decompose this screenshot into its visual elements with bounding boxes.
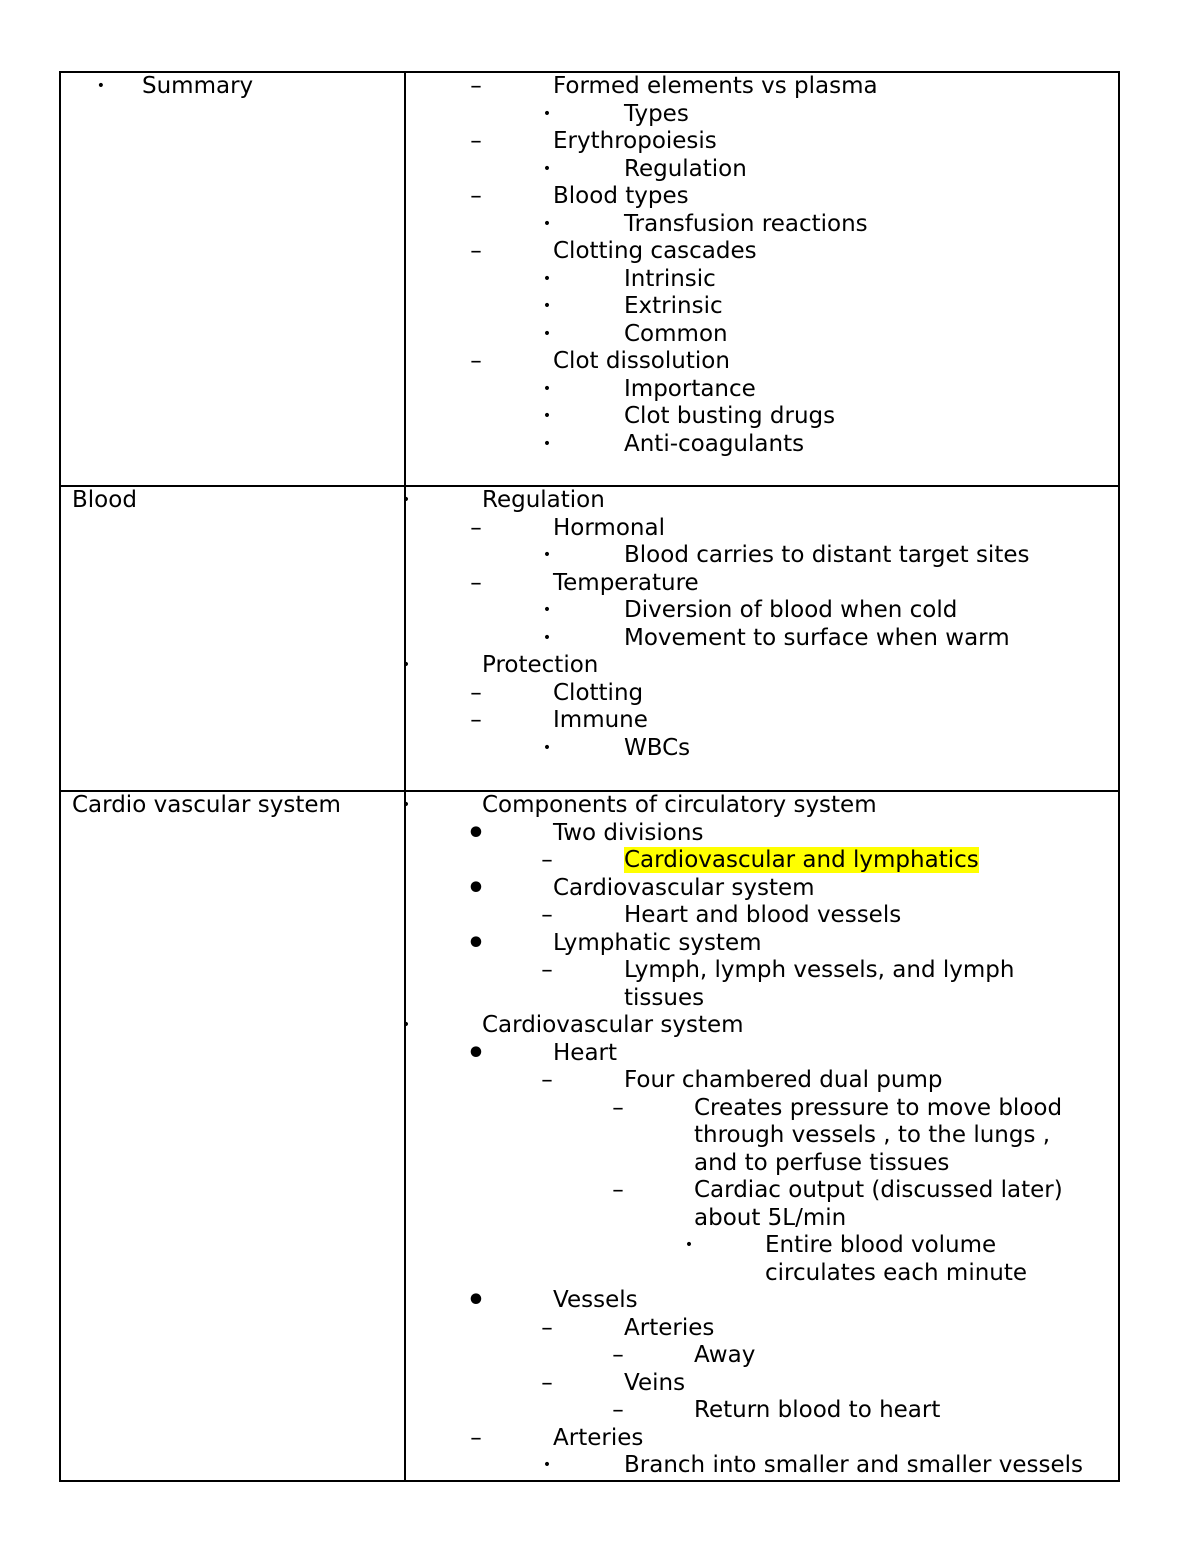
dash-icon: – (612, 1397, 624, 1423)
list-item (406, 707, 1118, 735)
bullet-icon: • (466, 925, 486, 961)
list-item (406, 183, 1118, 211)
list-item-text: Away (694, 1342, 756, 1368)
bullet-icon: • (466, 870, 486, 906)
list-item (406, 1342, 1118, 1370)
list-item (406, 73, 1118, 101)
topic-label: Blood (72, 487, 137, 513)
list-item (406, 902, 1118, 930)
list-item (406, 238, 1118, 266)
topic-cell (60, 791, 405, 1481)
dash-icon: – (541, 902, 553, 928)
list-item (406, 625, 1118, 653)
list-item-continuation (406, 985, 1118, 1013)
list-item-text: Anti-coagulants (624, 430, 805, 457)
list-item-text: circulates each minute (765, 1259, 1028, 1286)
bullet-icon: • (542, 547, 552, 563)
list-item (406, 266, 1118, 294)
list-item-text: Clot busting drugs (624, 403, 836, 429)
content-cell (401, 486, 1119, 791)
list-item (406, 1370, 1118, 1398)
list-item (406, 1035, 1118, 1071)
list-item-text: Formed elements vs plasma (553, 73, 878, 99)
list-item (406, 680, 1118, 708)
list-item (406, 1095, 1118, 1123)
list-item-text: Protection (482, 652, 599, 678)
list-item (406, 735, 1118, 763)
bullet-icon: • (542, 739, 552, 756)
list-item-text: Blood types (553, 183, 689, 209)
list-item (406, 431, 1118, 459)
list-item-text: Cardiac output (discussed later) (694, 1177, 1063, 1203)
list-item (406, 1425, 1118, 1453)
list-item-text: Clotting (553, 679, 644, 706)
list-item-text: Extrinsic (624, 293, 723, 319)
list-item-text: Cardiovascular system (482, 1012, 744, 1038)
table-row (60, 486, 1119, 791)
list-item-text: Lymph, lymph vessels, and lymph (624, 957, 1015, 983)
bullet-icon: • (542, 105, 552, 122)
list-item-continuation (406, 1150, 1118, 1178)
list-item-continuation (406, 1260, 1118, 1288)
dash-icon: – (470, 73, 482, 99)
bullet-icon: • (542, 1457, 552, 1473)
list-item-text: Heart (553, 1039, 618, 1066)
list-item (406, 1067, 1118, 1095)
list-item-text (624, 847, 1118, 875)
list-item-text: Return blood to heart (694, 1397, 941, 1423)
list-item (406, 1315, 1118, 1343)
bullet-icon: • (466, 1035, 486, 1071)
bullet-icon: • (401, 657, 411, 673)
list-item (406, 403, 1118, 431)
list-item (406, 1283, 1118, 1318)
list-item-text: about 5L/min (694, 1204, 847, 1231)
list-item (406, 925, 1118, 961)
list-item-text: Clotting cascades (553, 238, 757, 264)
topic-text: Summary (142, 73, 254, 99)
dash-icon: – (470, 679, 482, 706)
topic-cell (60, 72, 405, 486)
list-item (406, 211, 1118, 239)
list-item-text: Vessels (553, 1287, 638, 1313)
dash-icon: – (470, 183, 482, 209)
list-item-text: Four chambered dual pump (624, 1067, 943, 1093)
bullet-icon: • (542, 629, 552, 646)
list-item (406, 293, 1118, 321)
bullet-icon: • (542, 160, 552, 177)
list-item (406, 847, 1118, 875)
list-item-text: tissues (624, 984, 705, 1011)
bullet-icon: • (542, 270, 552, 287)
list-item-text: Diversion of blood when cold (624, 597, 958, 623)
dash-icon: – (470, 514, 482, 541)
bullet-icon: • (542, 602, 552, 618)
content-cell (401, 791, 1119, 1481)
dash-icon: – (470, 707, 482, 733)
list-item (406, 348, 1118, 376)
list-item (406, 597, 1118, 625)
list-item-text: and to perfuse tissues (694, 1149, 950, 1176)
list-item-text: Heart and blood vessels (624, 902, 902, 928)
list-item (406, 1452, 1118, 1480)
dash-icon: – (470, 348, 482, 374)
list-item-text: Two divisions (553, 819, 704, 846)
dash-icon: – (541, 957, 553, 983)
list-item (406, 957, 1118, 985)
dash-icon: – (612, 1177, 624, 1203)
bullet-icon: • (466, 1283, 486, 1318)
bullet-icon: • (96, 78, 105, 94)
list-item (401, 1012, 1118, 1040)
bullet-icon: • (542, 298, 552, 314)
dash-icon: – (470, 238, 482, 264)
list-item (406, 321, 1118, 349)
topic-label: Cardio vascular system (72, 792, 341, 818)
notes-table (59, 71, 1120, 1482)
topic-label (61, 73, 253, 101)
list-item (406, 542, 1118, 570)
list-item-text: Arteries (553, 1424, 644, 1451)
list-item-continuation (406, 1205, 1118, 1233)
list-item-text: Entire blood volume (765, 1232, 997, 1258)
highlighted-text: Cardiovascular and lymphatics (624, 847, 979, 873)
list-item-text: Arteries (624, 1314, 715, 1341)
list-item-text: Branch into smaller and smaller vessels (624, 1452, 1084, 1478)
list-item-text: Erythropoiesis (553, 128, 717, 154)
topic-cell (60, 486, 405, 791)
list-item (406, 1232, 1118, 1260)
list-item (401, 792, 1118, 820)
list-item (406, 1177, 1118, 1205)
dash-icon: – (541, 847, 553, 873)
bullet-icon: • (466, 815, 486, 851)
list-item (406, 515, 1118, 543)
list-item-text: Temperature (553, 569, 699, 596)
list-item (406, 156, 1118, 184)
list-item (406, 815, 1118, 851)
list-item-text: Common (624, 320, 728, 347)
list-item-text: Hormonal (553, 514, 665, 541)
list-item-text: Creates pressure to move blood (694, 1094, 1063, 1121)
bullet-icon: • (542, 408, 552, 424)
bullet-icon: • (542, 435, 552, 452)
list-item (406, 101, 1118, 129)
list-item (401, 652, 1118, 680)
list-item-text: Movement to surface when warm (624, 624, 1010, 651)
list-item (406, 570, 1118, 598)
list-item-text: Regulation (482, 487, 605, 513)
dash-icon: – (470, 1424, 482, 1451)
list-item (406, 870, 1118, 906)
list-item (406, 1397, 1118, 1425)
list-item-text: Transfusion reactions (624, 210, 868, 237)
list-item-continuation (406, 1122, 1118, 1150)
list-item-text: Intrinsic (624, 265, 716, 292)
bullet-icon: • (401, 492, 411, 508)
outline-list (401, 487, 1118, 762)
bullet-icon: • (542, 215, 552, 232)
list-item-text: Immune (553, 707, 648, 733)
dash-icon: – (541, 1369, 553, 1396)
outline-list (401, 792, 1118, 1480)
dash-icon: – (470, 128, 482, 154)
outline-list (406, 73, 1118, 458)
dash-icon: – (541, 1314, 553, 1341)
list-item-text: Cardiovascular system (553, 874, 815, 901)
list-item-text: Types (624, 100, 689, 127)
table-row (60, 791, 1119, 1481)
dash-icon: – (612, 1094, 624, 1121)
list-item-text: Veins (624, 1369, 686, 1396)
bullet-icon: • (401, 1017, 411, 1033)
list-item (401, 487, 1118, 515)
list-item-text: Clot dissolution (553, 348, 730, 374)
list-item-text: Blood carries to distant target sites (624, 542, 1030, 568)
table-row (60, 72, 1119, 486)
dash-icon: – (612, 1342, 624, 1368)
list-item (406, 376, 1118, 404)
list-item-text: Components of circulatory system (482, 792, 877, 818)
bullet-icon: • (684, 1237, 694, 1253)
list-item-text: WBCs (624, 734, 691, 761)
list-item-text: Regulation (624, 155, 747, 182)
bullet-icon: • (542, 380, 552, 397)
bullet-icon: • (542, 325, 552, 342)
list-item-text: Lymphatic system (553, 929, 762, 956)
content-cell (405, 72, 1119, 486)
bullet-icon: • (401, 797, 411, 813)
dash-icon: – (541, 1067, 553, 1093)
list-item-text: through vessels , to the lungs , (694, 1122, 1051, 1148)
list-item (406, 128, 1118, 156)
dash-icon: – (470, 569, 482, 596)
list-item-text: Importance (624, 375, 756, 402)
